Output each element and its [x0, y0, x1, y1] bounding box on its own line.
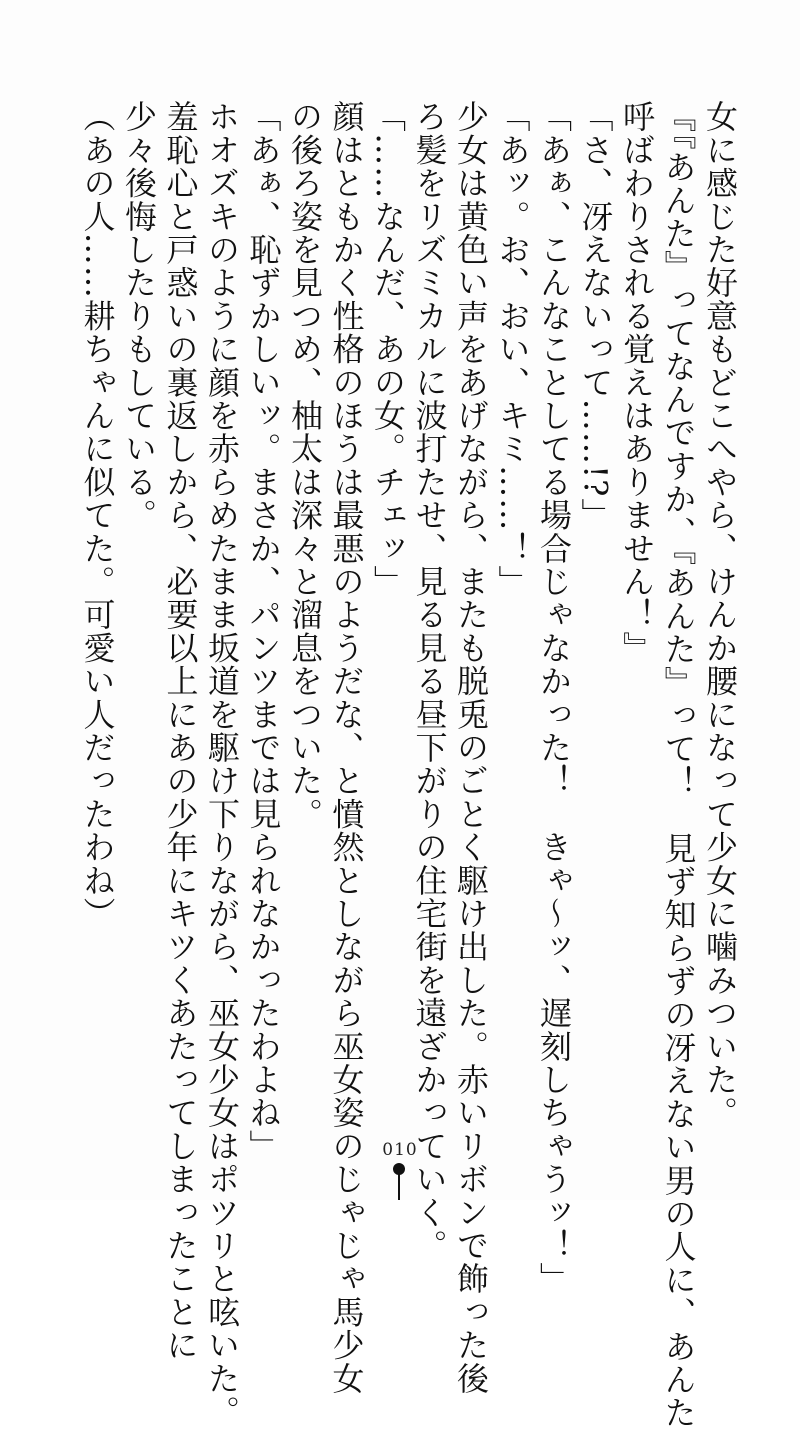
text-line: 顔はともかく性格のほうは最悪のようだな、と憤然としながら巫女姿のじゃじゃ馬少女 [327, 100, 366, 1395]
text-line: 女に感じた好意もどこへやら、けんか腰になって少女に噛みついた。 [701, 100, 739, 1130]
text-line: 「あぁ、こんなことしてる場合じゃなかった！ きゃ～ッ、遅刻しちゃうッ！」 [535, 100, 573, 1296]
folio-ornament-icon [392, 1163, 406, 1200]
text-line: ろ髪をリズミカルに波打たせ、見る見る昼下がりの住宅街を遠ざかっていく。 [410, 100, 449, 1262]
text-line: 「あッ。お、おい、キミ……！」 [493, 100, 532, 598]
text-line: 「……なんだ、あの女。チェッ」 [369, 100, 407, 598]
text-line: 『『あんた』ってなんですか、『あんた』って！ 見ず知らずの冴えない男の人に、あんた [659, 100, 698, 1429]
text-line: ホオズキのように顔を赤らめたまま坂道を駆け下りながら、巫女少女はポツリと呟いた。 [203, 100, 241, 1428]
text-line: 少々後悔したりもしている。 [120, 100, 158, 532]
text-line: 「さ、冴えないって……!?」 [576, 100, 615, 531]
text-line: 少女は黄色い声をあげながら、またも脱兎のごとく駆け出した。赤いリボンで飾った後 [452, 100, 490, 1395]
text-line: 呼ばわりされる覚えはありません！』 [618, 100, 656, 665]
text-line: （あの人……耕ちゃんに似てた。可愛い人だったわね） [78, 100, 117, 930]
text-line: の後ろ姿を見つめ、柚太は深々と溜息をついた。 [286, 100, 324, 831]
folio-stem [398, 1173, 400, 1200]
text-line: 「あぁ、恥ずかしいッ。まさか、パンツまでは見られなかったわよね」 [244, 100, 283, 1163]
page-number: 010 [382, 1140, 418, 1160]
text-line: 羞恥心と戸惑いの裏返しから、必要以上にあの少年にキツくあたってしまったことに [161, 100, 200, 1362]
